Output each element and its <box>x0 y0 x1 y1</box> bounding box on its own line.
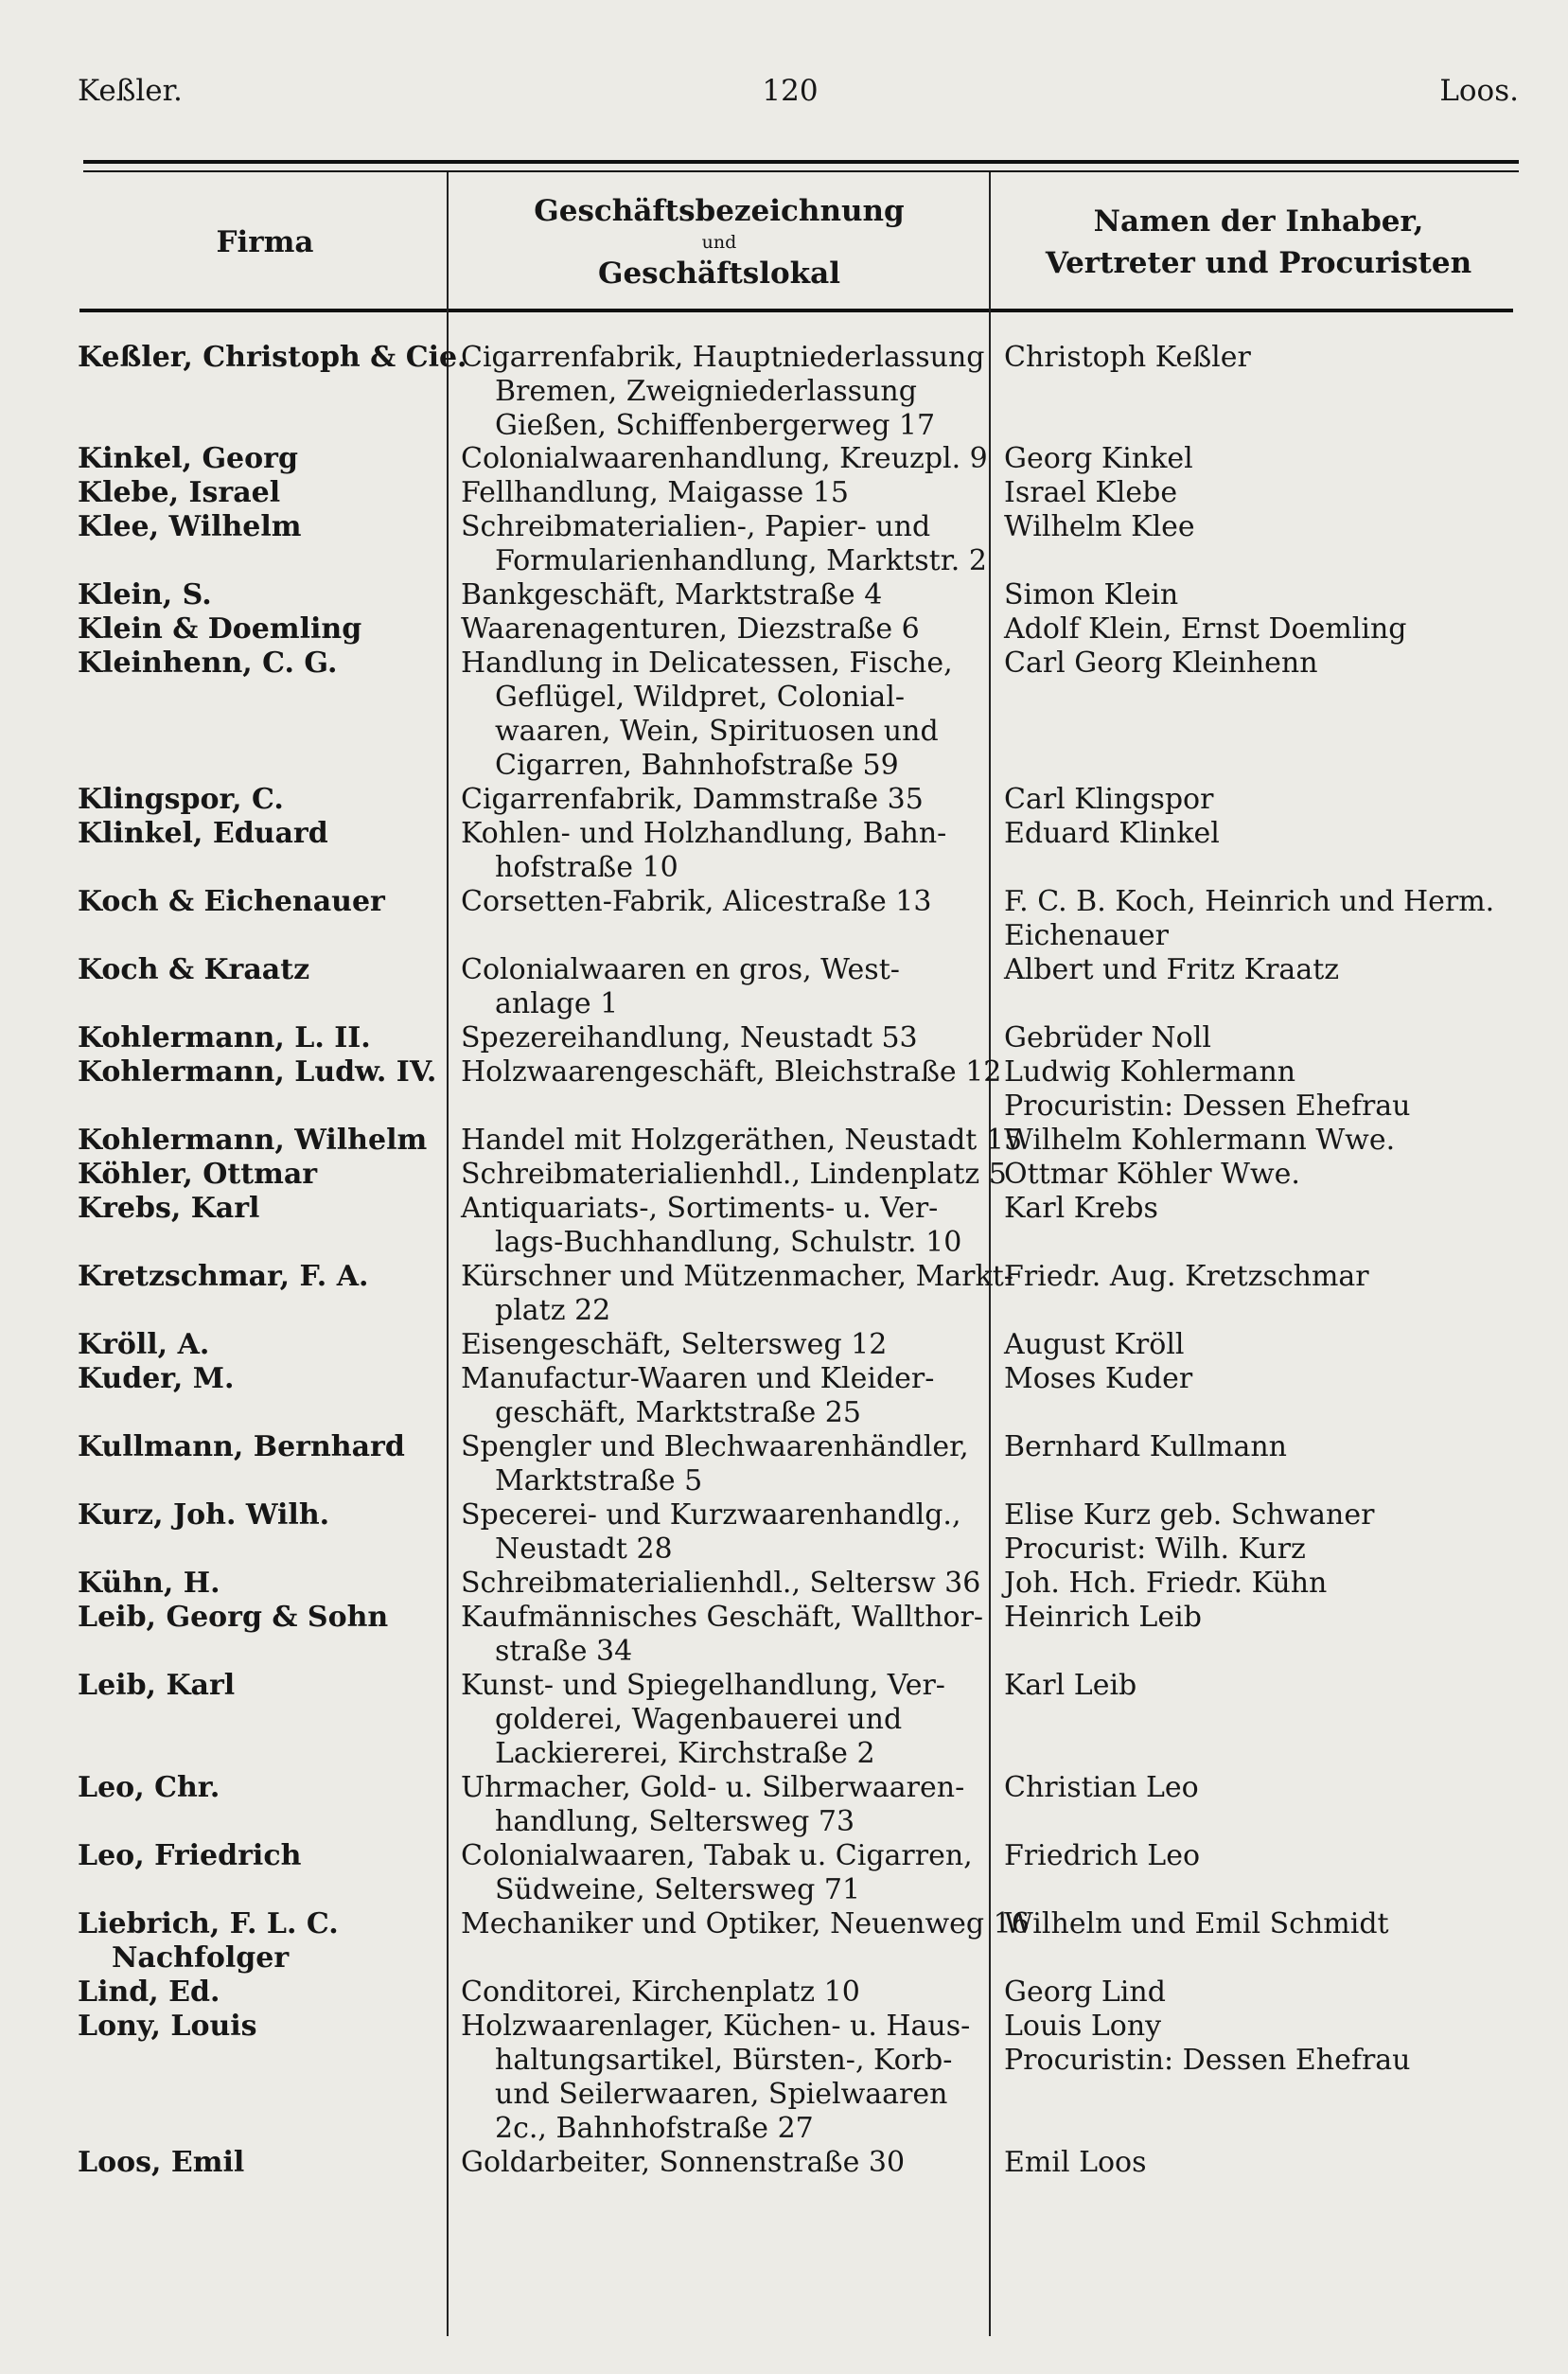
cell-namen <box>1004 1771 1534 1805</box>
firma-line: Loos, Emil <box>78 2146 245 2179</box>
namen-line: Georg Lind <box>1004 1975 1166 2009</box>
cell-namen <box>1004 1669 1534 1703</box>
entry-list <box>0 341 1568 2180</box>
firma-line: Koch & Eichenauer <box>78 885 385 918</box>
firma-line: Kohlermann, Ludw. IV. <box>78 1055 437 1089</box>
geschaeft-line: geschäft, Marktstraße 25 <box>495 1396 861 1429</box>
table-row <box>0 1498 1568 1567</box>
cell-firma <box>78 341 467 375</box>
cell-firma <box>78 1771 441 1805</box>
geschaeft-line: Kohlen- und Holzhandlung, Bahn- <box>461 817 947 850</box>
cell-firma <box>78 1055 441 1090</box>
namen-line: Emil Loos <box>1004 2146 1147 2179</box>
cell-geschaeft <box>461 476 977 510</box>
cell-geschaeft <box>461 1975 977 2010</box>
geschaeft-line: Corsetten-Fabrik, Alicestraße 13 <box>461 885 932 918</box>
firma-line: Kurz, Joh. Wilh. <box>78 1498 330 1532</box>
table-row <box>0 1055 1568 1124</box>
cell-geschaeft <box>461 1907 1030 1941</box>
geschaeft-line: haltungsartikel, Bürsten-, Korb- <box>495 2044 953 2077</box>
table-row <box>0 1362 1568 1430</box>
geschaeft-line: platz 22 <box>495 1294 611 1327</box>
table-row <box>0 1567 1568 1601</box>
geschaeft-line: Kunst- und Spiegelhandlung, Ver- <box>461 1669 945 1702</box>
namen-line: Procuristin: Dessen Ehefrau <box>1004 2044 1411 2077</box>
column-header-firma <box>85 180 445 305</box>
geschaeft-line: Südweine, Seltersweg 71 <box>495 1873 861 1906</box>
cell-namen <box>1004 341 1534 375</box>
cell-namen <box>1004 2146 1534 2180</box>
cell-namen <box>1004 817 1534 851</box>
firma-line: Krebs, Karl <box>78 1192 260 1225</box>
cell-firma <box>78 783 441 817</box>
namen-line: Wilhelm Kohlermann Wwe. <box>1004 1124 1396 1157</box>
geschaeft-line: Uhrmacher, Gold- u. Silberwaaren- <box>461 1771 965 1804</box>
cell-namen <box>1004 1430 1534 1464</box>
cell-firma <box>78 1328 441 1362</box>
running-head-right: Loos. <box>1439 74 1519 108</box>
table-row <box>0 1260 1568 1328</box>
firma-line: Leo, Friedrich <box>78 1839 302 1872</box>
cell-geschaeft <box>461 1362 977 1430</box>
namen-line: Karl Krebs <box>1004 1192 1158 1225</box>
geschaeft-line: Waarenagenturen, Diezstraße 6 <box>461 612 920 646</box>
table-row <box>0 817 1568 885</box>
cell-namen <box>1004 1021 1534 1055</box>
namen-line: Eichenauer <box>1004 919 1169 952</box>
cell-geschaeft <box>461 442 988 476</box>
geschaeft-line: Colonialwaaren, Tabak u. Cigarren, <box>461 1839 973 1872</box>
table-row <box>0 2146 1568 2180</box>
firma-line: Klein, S. <box>78 578 212 611</box>
cell-namen <box>1004 953 1534 987</box>
table-row <box>0 1601 1568 1669</box>
cell-namen <box>1004 1601 1534 1635</box>
firma-line: Liebrich, F. L. C. <box>78 1907 339 1940</box>
table-row <box>0 1021 1568 1055</box>
geschaeft-line: Colonialwaaren en gros, West- <box>461 953 900 986</box>
cell-firma <box>78 1362 441 1396</box>
geschaeft-line: Manufactur-Waaren und Kleider- <box>461 1362 935 1395</box>
table-row <box>0 578 1568 612</box>
table-row <box>0 612 1568 647</box>
table-row <box>0 953 1568 1021</box>
firma-line: Kleinhenn, C. G. <box>78 647 338 680</box>
geschaeft-line: straße 34 <box>495 1635 633 1668</box>
namen-line: Israel Klebe <box>1004 476 1178 509</box>
cell-geschaeft <box>461 1430 977 1498</box>
geschaeft-line: Gießen, Schiffenbergerweg 17 <box>495 409 936 442</box>
geschaeft-line: waaren, Wein, Spirituosen und <box>495 715 939 748</box>
firma-line: Kröll, A. <box>78 1328 210 1361</box>
geschaeft-line: Eisengeschäft, Seltersweg 12 <box>461 1328 888 1361</box>
page-number: 120 <box>762 74 819 108</box>
cell-namen <box>1004 1158 1534 1192</box>
cell-firma <box>78 1430 441 1464</box>
namen-line: Ottmar Köhler Wwe. <box>1004 1158 1300 1191</box>
table-row <box>0 783 1568 817</box>
namen-line: Friedr. Aug. Kretzschmar <box>1004 1260 1369 1293</box>
geschaeft-line: Handel mit Holzgeräthen, Neustadt 15 <box>461 1124 1023 1157</box>
firma-line: Kohlermann, L. II. <box>78 1021 371 1054</box>
table-row <box>0 647 1568 783</box>
namen-line: Friedrich Leo <box>1004 1839 1201 1872</box>
column-header-geschaeft <box>452 180 986 305</box>
column-header-firma-label: Firma <box>216 225 314 259</box>
cell-namen <box>1004 647 1534 681</box>
table-row <box>0 1975 1568 2010</box>
firma-line: Nachfolger <box>112 1941 290 1975</box>
geschaeft-line: Mechaniker und Optiker, Neuenweg 16 <box>461 1907 1030 1940</box>
cell-firma <box>78 510 441 544</box>
running-head-left: Keßler. <box>78 74 183 108</box>
namen-line: Bernhard Kullmann <box>1004 1430 1287 1463</box>
column-header-geschaeft-und: und <box>701 232 737 253</box>
cell-geschaeft <box>461 1839 977 1907</box>
cell-geschaeft <box>461 612 977 647</box>
cell-firma <box>78 1158 441 1192</box>
cell-namen <box>1004 578 1534 612</box>
cell-geschaeft <box>461 817 977 885</box>
cell-namen <box>1004 2010 1534 2078</box>
cell-namen <box>1004 476 1534 510</box>
table-row <box>0 1124 1568 1158</box>
top-rule-thick <box>83 160 1519 164</box>
cell-geschaeft <box>461 1669 977 1771</box>
cell-geschaeft <box>461 1328 977 1362</box>
cell-namen <box>1004 1192 1534 1226</box>
cell-namen <box>1004 1975 1534 2010</box>
cell-namen <box>1004 1362 1534 1396</box>
cell-geschaeft <box>461 1124 1023 1158</box>
firma-line: Kretzschmar, F. A. <box>78 1260 369 1293</box>
table-row <box>0 1192 1568 1260</box>
table-row <box>0 1669 1568 1771</box>
geschaeft-line: Cigarrenfabrik, Hauptniederlassung <box>461 341 985 374</box>
geschaeft-line: Kürschner und Mützenmacher, Markt- <box>461 1260 1013 1293</box>
cell-firma <box>78 885 441 919</box>
table-row <box>0 1839 1568 1907</box>
table-row <box>0 341 1568 442</box>
cell-firma <box>78 1975 441 2010</box>
firma-line: Koch & Kraatz <box>78 953 310 986</box>
namen-line: Adolf Klein, Ernst Doemling <box>1004 612 1407 646</box>
geschaeft-line: und Seilerwaaren, Spielwaaren <box>495 2078 948 2111</box>
namen-line: Carl Georg Kleinhenn <box>1004 647 1318 680</box>
cell-firma <box>78 1260 441 1294</box>
firma-line: Klebe, Israel <box>78 476 281 509</box>
geschaeft-line: Schreibmaterialienhdl., Lindenplatz 5 <box>461 1158 1007 1191</box>
cell-firma <box>78 442 441 476</box>
cell-geschaeft <box>461 341 985 443</box>
cell-geschaeft <box>461 1771 977 1839</box>
namen-line: Procuristin: Dessen Ehefrau <box>1004 1090 1411 1123</box>
cell-geschaeft <box>461 647 977 783</box>
cell-namen <box>1004 1839 1534 1873</box>
geschaeft-line: Specerei- und Kurzwaarenhandlg., <box>461 1498 961 1532</box>
cell-namen <box>1004 1498 1534 1567</box>
column-header-namen <box>994 180 1524 305</box>
column-header-namen-line2: Vertreter und Procuristen <box>1045 246 1472 280</box>
cell-geschaeft <box>461 1158 1007 1192</box>
top-rule-thin <box>83 170 1519 172</box>
firma-line: Lind, Ed. <box>78 1975 220 2009</box>
cell-geschaeft <box>461 2146 977 2180</box>
geschaeft-line: Kaufmännisches Geschäft, Wallthor- <box>461 1601 984 1634</box>
geschaeft-line: Holzwaarengeschäft, Bleichstraße 12 <box>461 1055 1002 1089</box>
geschaeft-line: lags-Buchhandlung, Schulstr. 10 <box>495 1226 962 1259</box>
geschaeft-line: Marktstraße 5 <box>495 1464 703 1497</box>
firma-line: Keßler, Christoph & Cie. <box>78 341 467 374</box>
cell-firma <box>78 817 441 851</box>
cell-geschaeft <box>461 1260 1013 1328</box>
cell-geschaeft <box>461 1021 977 1055</box>
firma-line: Kohlermann, Wilhelm <box>78 1124 428 1157</box>
cell-firma <box>78 1567 441 1601</box>
cell-geschaeft <box>461 1055 1002 1090</box>
geschaeft-line: Neustadt 28 <box>495 1532 673 1566</box>
geschaeft-line: Formularienhandlung, Marktstr. 2 <box>495 544 987 577</box>
cell-geschaeft <box>461 2010 977 2146</box>
firma-line: Klingspor, C. <box>78 783 284 816</box>
namen-line: Carl Klingspor <box>1004 783 1214 816</box>
cell-geschaeft <box>461 1567 981 1601</box>
cell-firma <box>78 476 441 510</box>
geschaeft-line: golderei, Wagenbauerei und <box>495 1703 903 1736</box>
cell-firma <box>78 2146 441 2180</box>
cell-namen <box>1004 1567 1534 1601</box>
geschaeft-line: 2c., Bahnhofstraße 27 <box>495 2112 814 2145</box>
table-row <box>0 510 1568 578</box>
geschaeft-line: Holzwaarenlager, Küchen- u. Haus- <box>461 2010 971 2043</box>
geschaeft-line: Antiquariats-, Sortiments- u. Ver- <box>461 1192 939 1225</box>
cell-firma <box>78 578 441 612</box>
column-header-namen-line1: Namen der Inhaber, <box>1093 204 1424 239</box>
geschaeft-line: Cigarren, Bahnhofstraße 59 <box>495 749 899 782</box>
firma-line: Kühn, H. <box>78 1567 220 1600</box>
firma-line: Leo, Chr. <box>78 1771 220 1804</box>
firma-line: Kullmann, Bernhard <box>78 1430 405 1463</box>
cell-firma <box>78 1192 441 1226</box>
firma-line: Lony, Louis <box>78 2010 257 2043</box>
namen-line: Ludwig Kohlermann <box>1004 1055 1296 1089</box>
table-row <box>0 476 1568 510</box>
namen-line: Gebrüder Noll <box>1004 1021 1211 1054</box>
cell-firma <box>78 1021 441 1055</box>
firma-line: Köhler, Ottmar <box>78 1158 318 1191</box>
cell-namen <box>1004 612 1534 647</box>
column-header-geschaeft-line2: Geschäftslokal <box>597 257 841 291</box>
cell-firma <box>78 1907 441 1975</box>
firma-line: Klein & Doemling <box>78 612 362 646</box>
namen-line: Christoph Keßler <box>1004 341 1251 374</box>
cell-firma <box>78 612 441 647</box>
cell-namen <box>1004 783 1534 817</box>
cell-namen <box>1004 1055 1534 1124</box>
namen-line: Elise Kurz geb. Schwaner <box>1004 1498 1375 1532</box>
namen-line: Eduard Klinkel <box>1004 817 1220 850</box>
geschaeft-line: Goldarbeiter, Sonnenstraße 30 <box>461 2146 906 2179</box>
geschaeft-line: anlage 1 <box>495 987 619 1020</box>
namen-line: Christian Leo <box>1004 1771 1199 1804</box>
cell-namen <box>1004 442 1534 476</box>
cell-firma <box>78 1669 441 1703</box>
table-row <box>0 1771 1568 1839</box>
table-row <box>0 1907 1568 1975</box>
namen-line: Wilhelm und Emil Schmidt <box>1004 1907 1389 1940</box>
table-row <box>0 1430 1568 1498</box>
cell-namen <box>1004 1907 1534 1941</box>
namen-line: F. C. B. Koch, Heinrich und Herm. <box>1004 885 1495 918</box>
geschaeft-line: Handlung in Delicatessen, Fische, <box>461 647 953 680</box>
cell-firma <box>78 1839 441 1873</box>
cell-namen <box>1004 1328 1534 1362</box>
geschaeft-line: Schreibmaterialienhdl., Seltersw 36 <box>461 1567 981 1600</box>
cell-firma <box>78 647 441 681</box>
namen-line: Albert und Fritz Kraatz <box>1004 953 1340 986</box>
geschaeft-line: Cigarrenfabrik, Dammstraße 35 <box>461 783 924 816</box>
namen-line: August Kröll <box>1004 1328 1185 1361</box>
geschaeft-line: Fellhandlung, Maigasse 15 <box>461 476 849 509</box>
cell-namen <box>1004 1260 1534 1294</box>
firma-line: Leib, Karl <box>78 1669 236 1702</box>
firma-line: Klee, Wilhelm <box>78 510 302 543</box>
geschaeft-line: hofstraße 10 <box>495 851 678 884</box>
cell-namen <box>1004 885 1534 953</box>
geschaeft-line: Schreibmaterialien-, Papier- und <box>461 510 931 543</box>
namen-line: Louis Lony <box>1004 2010 1162 2043</box>
column-header-geschaeft-line1: Geschäftsbezeichnung <box>534 194 905 228</box>
firma-line: Klinkel, Eduard <box>78 817 328 850</box>
cell-geschaeft <box>461 578 977 612</box>
geschaeft-line: Conditorei, Kirchenplatz 10 <box>461 1975 860 2009</box>
cell-namen <box>1004 510 1534 544</box>
geschaeft-line: handlung, Seltersweg 73 <box>495 1805 855 1838</box>
geschaeft-line: Lackiererei, Kirchstraße 2 <box>495 1737 875 1770</box>
namen-line: Joh. Hch. Friedr. Kühn <box>1004 1567 1328 1600</box>
header-bottom-rule <box>79 309 1513 312</box>
geschaeft-line: Bankgeschäft, Marktstraße 4 <box>461 578 883 611</box>
firma-line: Kuder, M. <box>78 1362 235 1395</box>
geschaeft-line: Spengler und Blechwaarenhändler, <box>461 1430 969 1463</box>
cell-geschaeft <box>461 783 977 817</box>
cell-firma <box>78 1498 441 1532</box>
table-row <box>0 1158 1568 1192</box>
cell-firma <box>78 1601 441 1635</box>
cell-geschaeft <box>461 510 987 578</box>
namen-line: Wilhelm Klee <box>1004 510 1195 543</box>
table-row <box>0 442 1568 476</box>
firma-line: Kinkel, Georg <box>78 442 298 475</box>
namen-line: Karl Leib <box>1004 1669 1137 1702</box>
cell-firma <box>78 953 441 987</box>
geschaeft-line: Spezereihandlung, Neustadt 53 <box>461 1021 918 1054</box>
namen-line: Simon Klein <box>1004 578 1179 611</box>
cell-geschaeft <box>461 1498 977 1567</box>
geschaeft-line: Geflügel, Wildpret, Colonial- <box>495 681 906 714</box>
firma-line: Leib, Georg & Sohn <box>78 1601 389 1634</box>
geschaeft-line: Bremen, Zweigniederlassung <box>495 375 917 408</box>
namen-line: Heinrich Leib <box>1004 1601 1202 1634</box>
cell-geschaeft <box>461 885 977 919</box>
namen-line: Georg Kinkel <box>1004 442 1193 475</box>
table-row <box>0 885 1568 953</box>
geschaeft-line: Colonialwaarenhandlung, Kreuzpl. 9 <box>461 442 988 475</box>
cell-firma <box>78 2010 441 2044</box>
cell-geschaeft <box>461 1192 977 1260</box>
cell-geschaeft <box>461 1601 984 1669</box>
table-row <box>0 2010 1568 2146</box>
cell-firma <box>78 1124 441 1158</box>
namen-line: Procurist: Wilh. Kurz <box>1004 1532 1306 1566</box>
cell-namen <box>1004 1124 1534 1158</box>
cell-geschaeft <box>461 953 977 1021</box>
table-row <box>0 1328 1568 1362</box>
namen-line: Moses Kuder <box>1004 1362 1193 1395</box>
